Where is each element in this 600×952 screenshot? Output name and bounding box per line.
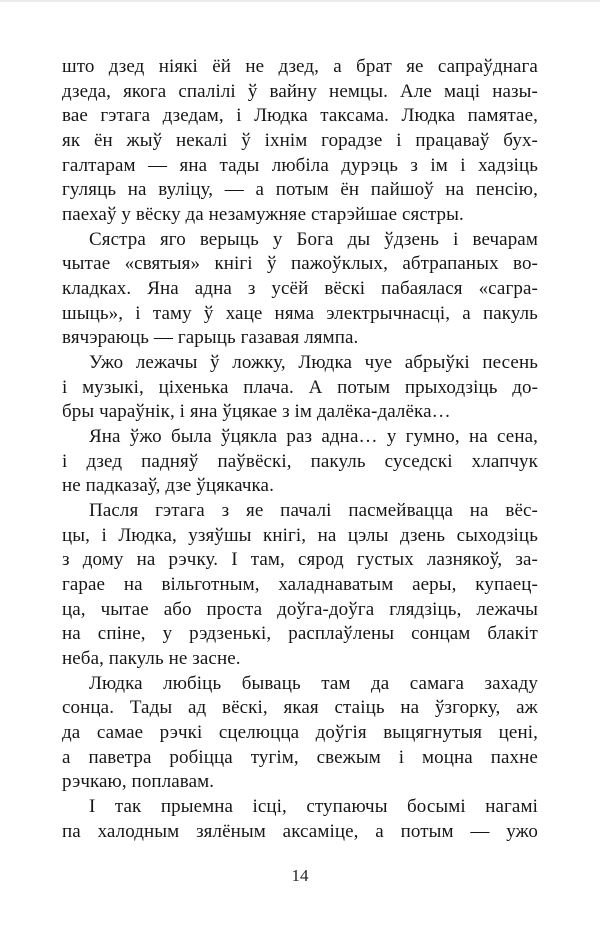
word: хадзіць [478,154,538,176]
word: яна [179,154,208,176]
word: вайну [269,80,317,102]
word: самага [409,672,465,694]
word: чытае [100,598,149,620]
word: босымі [407,796,466,818]
word: верыць [199,228,259,250]
word: гарае [62,574,106,596]
word: гуляць [62,179,117,201]
word: гэтага [100,105,151,127]
text-line [62,721,538,746]
text-line [62,622,538,647]
word: усёй [271,278,309,300]
word: ёй [212,56,232,77]
word: Яна [147,278,179,300]
text-line [62,548,538,573]
word: жыў [126,130,163,152]
word: і [101,524,107,546]
word: аж [516,697,538,719]
word: на [400,697,420,719]
word: тады [219,154,260,176]
word: ціхенька [158,376,229,398]
word: або [163,598,192,620]
word: і [396,130,402,152]
text-line [62,351,538,376]
word: купаец- [475,574,538,596]
word: Але [400,80,432,102]
word: стаіць [334,697,385,719]
word: абтрапаных [402,253,499,275]
word: дурэць [341,154,398,176]
word: пенсію, [475,179,538,201]
word: электрычнасці, [326,302,451,324]
text-line: бры чараўнік, і яна ўцякае з ім далёка-далёка… [62,401,451,423]
word: па [62,820,81,842]
text-line [62,820,538,845]
page-top-edge [0,0,600,2]
word: Людка [401,105,456,127]
word: моцна [422,746,473,768]
text-line [62,425,538,450]
word: што [62,56,95,77]
word: выцягнутыя [383,722,483,744]
word: памятае, [467,105,538,127]
word: свежым [316,746,381,768]
word: з [62,549,70,571]
word: вае [62,105,88,127]
word: пабаялася [381,278,463,300]
word: сыходзіць [456,524,538,546]
word: нагамі [485,796,538,818]
word: не [245,56,265,77]
word: лежачы [135,352,198,374]
word: ад [187,697,207,719]
word: глядзіць, [389,598,462,620]
word: якога [123,80,167,102]
word: блакіт [487,623,538,645]
word: густых [356,549,414,571]
word: хлапчук [471,450,538,472]
word: — [224,179,244,201]
word: і [460,154,466,176]
word: ў [203,302,214,324]
word: рэчку. [168,549,219,571]
word: цені, [498,722,538,744]
word: цэлы [347,524,389,546]
word: суседскі [384,450,453,472]
word: вёскі [324,278,366,300]
word: за- [515,549,538,571]
word: яе [406,56,424,77]
word: яе [246,500,264,522]
word: Людка [89,672,143,694]
word: таму [152,302,192,324]
text-line [62,228,538,253]
word: дзед, [278,56,319,77]
word: з [410,154,418,176]
word: чуе [364,352,393,374]
word: паветра [88,746,152,768]
text-line [62,598,538,623]
word: халодным [97,820,180,842]
word: там [321,672,351,694]
word: як [62,130,81,152]
text-line [62,104,538,129]
word: пажоўклых, [290,253,388,275]
word: вёскі, [222,697,268,719]
word: любіла [271,154,329,176]
word: пайшоў [370,179,434,201]
word: у [386,426,397,448]
text-line [62,672,538,697]
paragraph [62,351,538,425]
word: была [171,426,212,448]
text-line [62,178,538,203]
word: лазнякоў, [426,549,503,571]
word: кнігі, [263,524,307,546]
word: так [114,796,142,818]
paragraph [62,672,538,795]
word: Людка [254,105,308,127]
word: захаду [484,672,538,694]
word: І [231,549,238,571]
word: плача. [243,376,294,398]
word: ўзгорку, [434,697,501,719]
word: у [272,228,283,250]
word: а [62,746,71,768]
word: у [162,623,173,645]
word: на [469,500,489,522]
word: А [308,376,323,398]
word: галтарам [62,154,136,176]
word: а [333,56,342,77]
word: з [221,500,230,522]
word: потым [400,820,454,842]
word: ужо [506,820,538,842]
word: на [317,524,337,546]
word: сярод [298,549,344,571]
word: музыкі, [82,376,144,398]
word: ніякі [158,56,198,77]
word: на [136,549,156,571]
word: няма [274,302,315,324]
text-line: рэчкаю, поплавам. [62,771,215,793]
word: аксаміце, [282,820,359,842]
word: абрыўкі [404,352,470,374]
paragraph [62,499,538,672]
word: рэчкі [159,722,203,744]
word: на [62,623,81,645]
word: лежачы [476,598,538,620]
word: Бога [296,228,334,250]
text-line [62,376,538,401]
word: працаваў [415,130,490,152]
word: ў [210,352,220,374]
word: Ужо [89,352,124,374]
text-line: неба, пакуль не засне. [62,648,241,670]
word: некалі [175,130,228,152]
word: чытае [62,253,111,275]
word: ды [347,228,371,250]
text-line [62,573,538,598]
text-line [62,746,538,771]
word: і [236,105,242,127]
word: бух- [503,130,538,152]
text-line [62,129,538,154]
word: І [89,796,96,818]
word: на [468,426,488,448]
word: тугім, [250,746,299,768]
word: — [148,154,168,176]
word: немцы. [329,80,388,102]
text-line [62,80,538,105]
word: і [453,228,459,250]
word: спіне, [97,623,146,645]
page-number: 14 [291,866,309,885]
text-line: паехаў у вёску да незамужняе старэйшае сястры. [62,204,464,226]
word: до- [512,376,538,398]
word: ступаючы [306,796,388,818]
text-line [62,524,538,549]
word: ён [93,130,113,152]
word: вуліцу, [158,179,214,201]
word: дзед [86,450,123,472]
word: ён [340,179,360,201]
word: — [470,820,490,842]
word: прыходзіць [404,376,498,398]
word: узяўшы [188,524,252,546]
word: і [135,302,141,324]
word: а [462,302,471,324]
word: кладках. [62,278,132,300]
word: брат [356,56,392,77]
word: во- [513,253,538,275]
word: паўвёскі, [217,450,292,472]
word: а [255,179,265,201]
word: пакуль [310,450,366,472]
word: ў [241,130,251,152]
text-line [62,154,538,179]
word: пахне [490,746,538,768]
word: на [123,574,143,596]
word: сапраўднага [437,56,538,77]
word: пасмейвацца [348,500,453,522]
word: зялёным [196,820,266,842]
word: Сястра [89,228,146,250]
text-line [62,450,538,475]
word: адна… [321,426,378,448]
text-line [62,252,538,277]
word: ім [430,154,448,176]
word: Яна [89,426,121,448]
word: кнігі [214,253,253,275]
word: хаце [225,302,263,324]
word: Пасля [89,500,139,522]
word: спалілі [178,80,236,102]
word: адна [194,278,232,300]
word: ложку, [232,352,286,374]
text-line: не падказаў, дзе ўцякачка. [62,475,274,497]
word: «сагра- [478,278,538,300]
word: якая [283,697,319,719]
word: Тады [129,697,173,719]
word: дзеда, [62,80,112,102]
word: доўга-доўга [277,598,375,620]
word: проста [206,598,263,620]
word: сена, [497,426,538,448]
word: ў [247,80,258,102]
word: назы- [492,80,538,102]
paragraph [62,425,538,499]
word: маці [444,80,481,102]
word: любіць [163,672,222,694]
word: і [398,746,405,768]
text-line [62,277,538,302]
word: дзень [399,524,446,546]
word: расплаўлены [288,623,395,645]
word: да [371,672,390,694]
word: гумно, [405,426,460,448]
word: халаднаватым [278,574,394,596]
word: ца, [62,598,86,620]
word: дзед [108,56,145,77]
word: горадзе [321,130,383,152]
word: і [62,376,68,398]
word: сонца. [62,697,115,719]
word: да [62,722,81,744]
word: «святыя» [124,253,201,275]
word: раз [286,426,313,448]
text-line [62,499,538,524]
word: сцелюцца [218,722,300,744]
word: з [247,278,256,300]
word: там, [250,549,285,571]
word: самае [96,722,144,744]
word: яго [159,228,186,250]
word: гэтага [155,500,205,522]
word: пакуль [482,302,538,324]
word: падняў [141,450,199,472]
text-line [62,302,538,327]
word: шыць», [62,302,124,324]
paragraph [62,228,538,351]
word: вільготным, [161,574,260,596]
word: потым [275,179,329,201]
word: дому [82,549,124,571]
paragraph [62,795,538,844]
word: песень [482,352,538,374]
word: Людка [298,352,353,374]
word: Людка, [118,524,177,546]
word: і [62,450,68,472]
text-line [62,55,538,80]
word: вечарам [472,228,538,250]
word: на [445,179,465,201]
word: на [127,179,147,201]
word: аеры, [412,574,457,596]
word: бываць [241,672,301,694]
word: дзедам, [162,105,224,127]
word: іхнім [264,130,308,152]
text-line: вячэраюць — гарыць газавая лямпа. [62,327,359,349]
text-column [62,55,538,845]
word: вёс- [505,500,538,522]
word: сонцам [411,623,471,645]
word: доўгія [315,722,367,744]
text-line [62,795,538,820]
paragraph [62,55,538,228]
word: ўдзень [384,228,440,250]
text-line [62,696,538,721]
word: ў [267,253,277,275]
word: таксама. [320,105,389,127]
word: пачалі [280,500,332,522]
word: ўцякла [221,426,278,448]
word: ўжо [129,426,162,448]
word: ісці, [252,796,287,818]
word: робіцца [169,746,233,768]
word: а [375,820,384,842]
word: рэдзенькі, [189,623,272,645]
word: прыемна [160,796,234,818]
word: потым [337,376,391,398]
word: цы, [62,524,90,546]
